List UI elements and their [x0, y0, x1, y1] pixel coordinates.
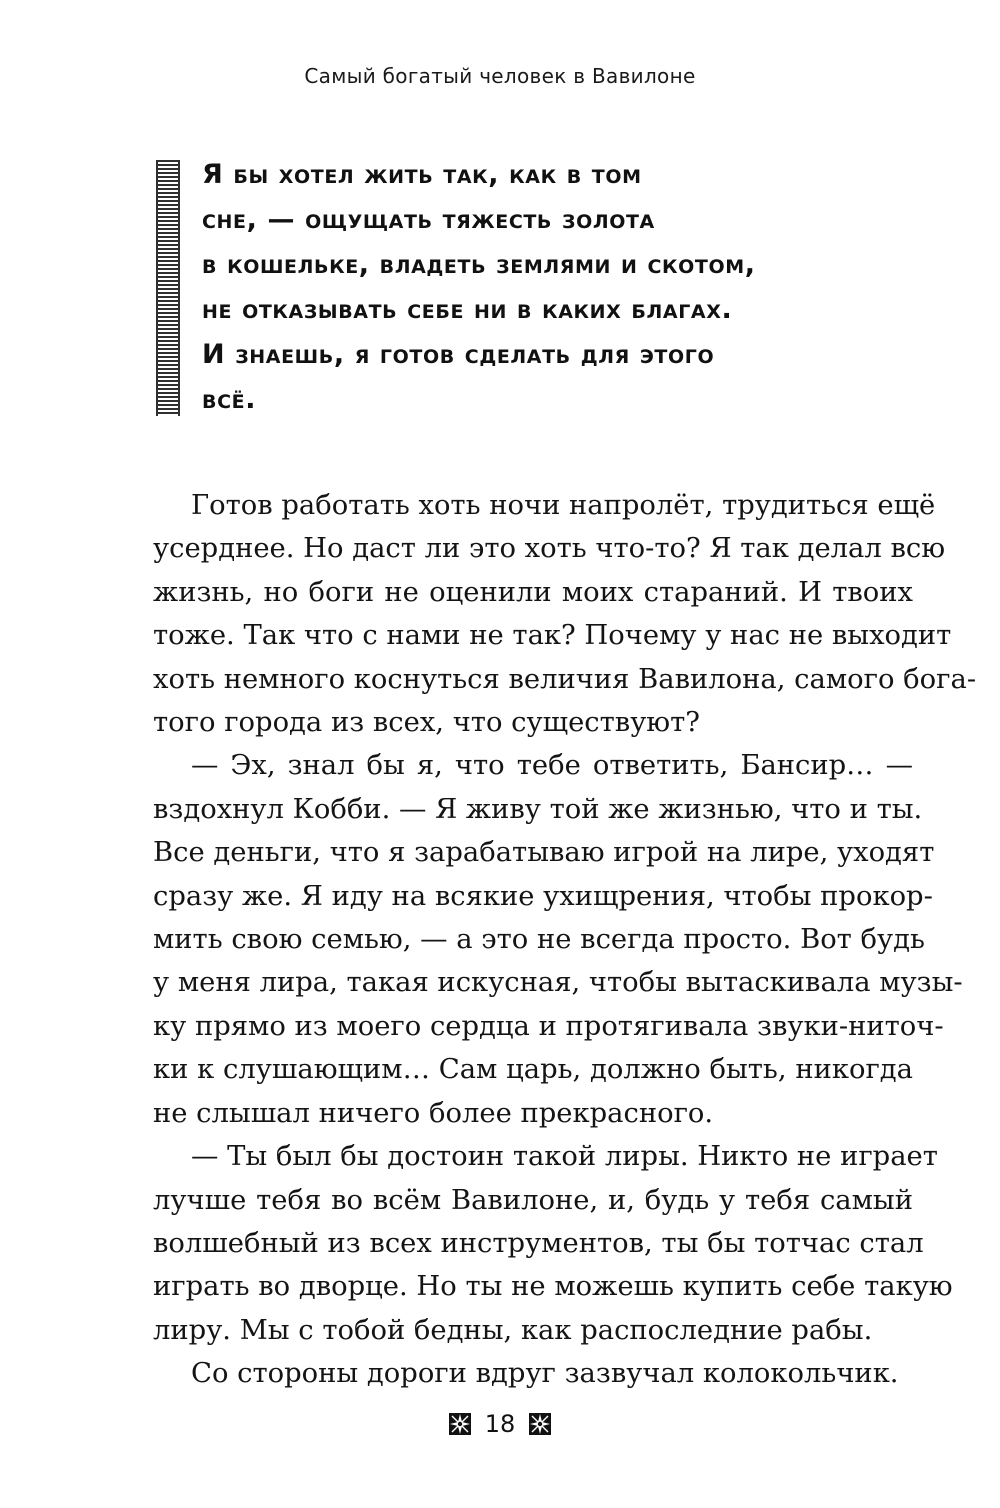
body-line: Со стороны дороги вдруг зазвучал колокольчик.: [191, 1358, 899, 1390]
body-line: сразу же. Я иду на всякие ухищрения, чтобы прокор-: [153, 880, 933, 912]
body-line: лучше тебя во всём Вавилоне, и, будь у тебя самый: [153, 1184, 913, 1216]
body-line: играть во дворце. Но ты не можешь купить себе такую: [153, 1271, 953, 1303]
pull-quote-line: сне, — ощущать тяжесть золота: [202, 204, 655, 235]
pull-quote-line: в кошельке, владеть землями и скотом,: [202, 249, 756, 280]
body-text: [153, 484, 977, 1396]
pull-quote-line: всё.: [202, 384, 257, 415]
body-line: тоже. Так что с нами не так? Почему у нас не выходит: [153, 620, 952, 652]
page-folio: [0, 1404, 1000, 1444]
pull-quote: [202, 152, 902, 422]
meander-border-ornament: [156, 160, 180, 416]
body-line: жизнь, но боги не оценили моих стараний. И твоих: [153, 576, 913, 608]
pull-quote-line: не отказывать себе ни в каких благах.: [202, 294, 733, 325]
pull-quote-line: И знаешь, я готов сделать для этого: [202, 339, 715, 370]
body-line: вздохнул Кобби. — Я живу той же жизнью, что и ты.: [153, 793, 923, 825]
body-line: мить свою семью, — а это не всегда просто. Вот будь: [153, 924, 925, 956]
body-line: хоть немного коснуться величия Вавилона, самого бога-: [153, 663, 977, 695]
body-line: Все деньги, что я зарабатываю игрой на лире, уходят: [153, 837, 935, 869]
pull-quote-line: Я бы хотел жить так, как в том: [202, 159, 642, 190]
star-ornament-icon: [529, 1413, 551, 1435]
running-head: Самый богатый человек в Вавилоне: [304, 64, 696, 88]
body-line: усерднее. Но даст ли это хоть что-то? Я так делал всю: [153, 533, 946, 565]
body-line: Готов работать хоть ночи напролёт, трудиться ещё: [191, 490, 936, 521]
body-line: ку прямо из моего сердца и протягивала звуки-ниточ-: [153, 1010, 944, 1042]
body-line: ки к слушающим… Сам царь, должно быть, никогда: [153, 1054, 913, 1086]
page-number: 18: [484, 1410, 516, 1438]
body-line: — Ты был бы достоин такой лиры. Никто не играет: [191, 1141, 938, 1173]
star-ornament-icon: [449, 1413, 471, 1435]
body-line: лиру. Мы с тобой бедны, как распоследние рабы.: [153, 1314, 873, 1346]
body-line: того города из всех, что существуют?: [153, 707, 700, 739]
body-line: волшебный из всех инструментов, ты бы тотчас стал: [153, 1227, 924, 1259]
body-line: не слышал ничего более прекрасного.: [153, 1097, 714, 1129]
body-line: у меня лира, такая искусная, чтобы вытаскивала музы-: [153, 967, 963, 999]
body-line: — Эх, знал бы я, что тебе ответить, Бансир… —: [191, 750, 913, 782]
